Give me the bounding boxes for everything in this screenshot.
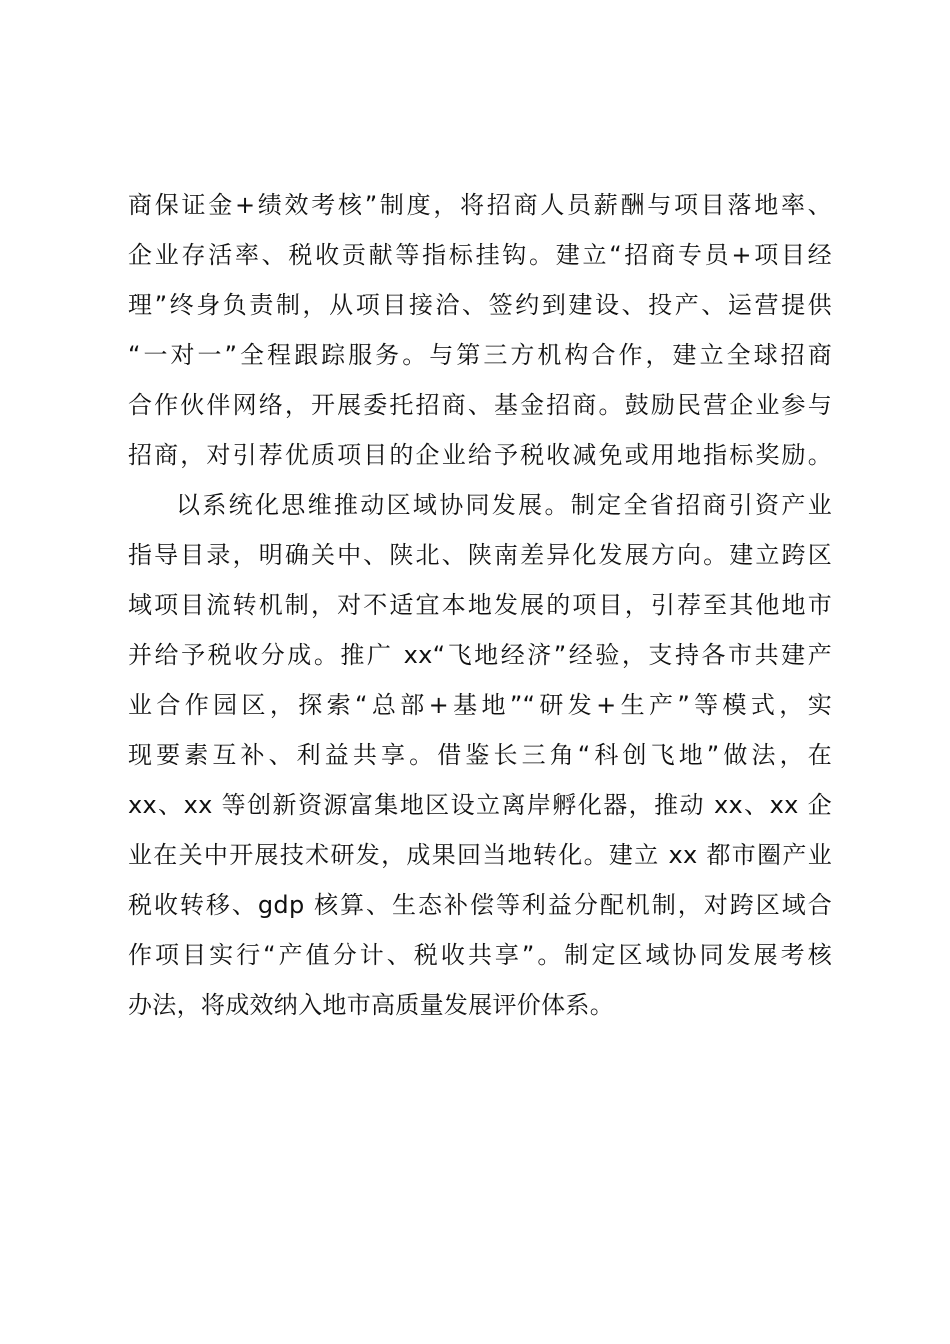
text-line: 办法，将成效纳入地市高质量发展评价体系。 xyxy=(128,991,614,1019)
text-line: 商保证金+绩效考核”制度，将招商人员薪酬与项目落地率、 xyxy=(128,191,832,219)
text-line: 现要素互补、利益共享。借鉴长三角“科创飞地”做法，在 xyxy=(128,741,832,769)
document-body xyxy=(128,180,832,1030)
text-line: 理”终身负责制，从项目接洽、签约到建设、投产、运营提供 xyxy=(128,291,832,319)
text-line: 业合作园区，探索“总部+基地”“研发+生产”等模式，实 xyxy=(128,691,832,719)
text-line: 域项目流转机制，对不适宜本地发展的项目，引荐至其他地市 xyxy=(128,591,832,619)
text-line: 指导目录，明确关中、陕北、陕南差异化发展方向。建立跨区 xyxy=(128,541,832,569)
text-line: 作项目实行“产值分计、税收共享”。制定区域协同发展考核 xyxy=(128,941,832,969)
text-line: 税收转移、gdp 核算、生态补偿等利益分配机制，对跨区域合 xyxy=(128,891,832,919)
text-line: 业在关中开展技术研发，成果回当地转化。建立 xx 都市圈产业 xyxy=(128,841,832,869)
text-line: 并给予税收分成。推广 xx“飞地经济”经验，支持各市共建产 xyxy=(128,641,832,669)
text-line: 合作伙伴网络，开展委托招商、基金招商。鼓励民营企业参与 xyxy=(128,391,832,419)
text-line: 以系统化思维推动区域协同发展。制定全省招商引资产业 xyxy=(176,491,832,519)
text-line: “一对一”全程跟踪服务。与第三方机构合作，建立全球招商 xyxy=(128,341,832,369)
text-line: 招商，对引荐优质项目的企业给予税收减免或用地指标奖励。 xyxy=(128,441,832,469)
paragraph-2 xyxy=(128,480,832,1030)
text-line: xx、xx 等创新资源富集地区设立离岸孵化器，推动 xx、xx 企 xyxy=(128,791,832,819)
paragraph-1 xyxy=(128,180,832,480)
text-line: 企业存活率、税收贡献等指标挂钩。建立“招商专员+项目经 xyxy=(128,241,832,269)
